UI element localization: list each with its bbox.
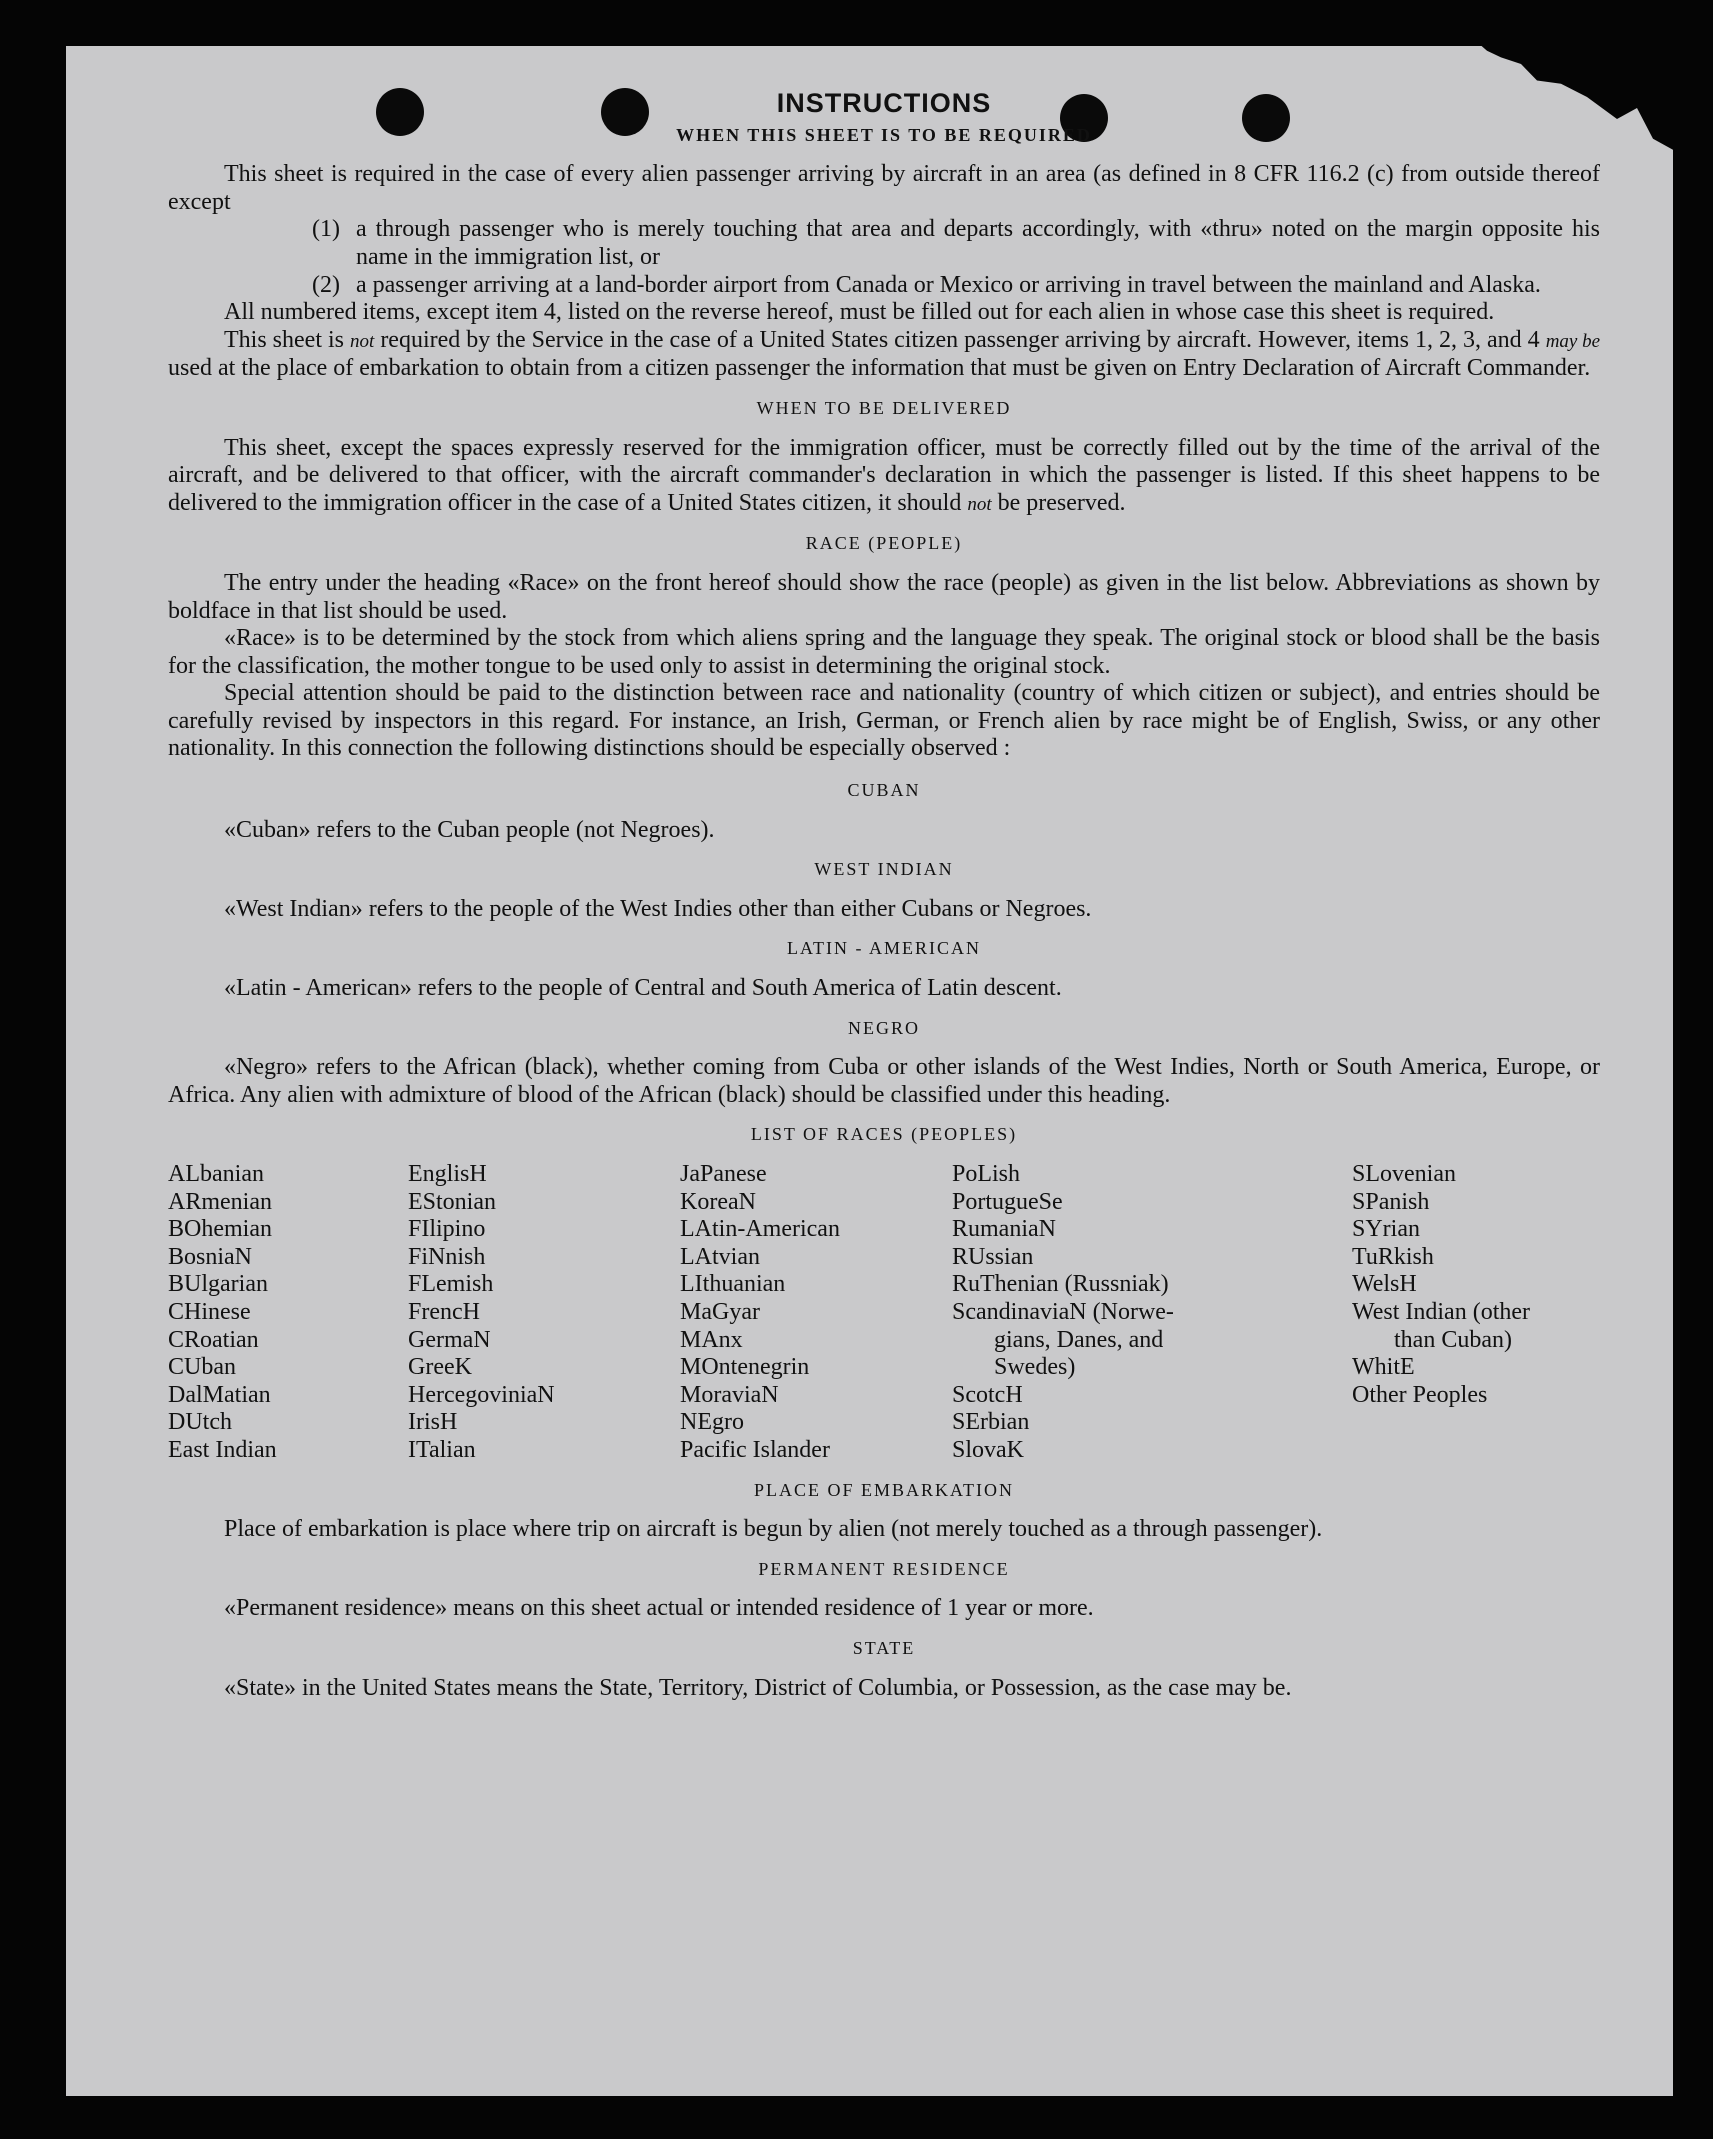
text-run: This sheet, except the spaces expressly reserved for the immigration officer, must be correctly filled out by the time of the arrival of the aircraft, and be delivered to that officer, with the aircraft commander's declaration in which the passenger is listed. If this sheet happens to be delivered to the immigration officer in the case of a United States citizen, it should <box>168 434 1600 516</box>
race-entry: WelsH <box>1352 1271 1417 1298</box>
page-title: INSTRUCTIONS <box>776 88 992 118</box>
item-text: a passenger arriving at a land-border airport from Canada or Mexico or arriving in travel between the mainland and Alaska. <box>356 271 1541 298</box>
italic-text: may be <box>1545 330 1601 352</box>
paragraph <box>168 327 1600 383</box>
race-entry: WhitE <box>1352 1354 1415 1381</box>
section-heading: WHEN TO BE DELIVERED <box>756 397 1012 418</box>
race-entry: NEgro <box>680 1409 744 1436</box>
race-entry: MoraviaN <box>680 1381 779 1408</box>
paragraph <box>168 435 1600 519</box>
race-entry: LAtvian <box>680 1243 760 1270</box>
race-entry: than Cuban) <box>1394 1326 1512 1353</box>
section-heading: RACE (PEOPLE) <box>805 533 963 554</box>
paragraph: «Negro» refers to the African (black), whether coming from Cuba or other islands of the West Indies, North or South America, Europe, or Africa. Any alien with admixture of blood of the African (black) should be classified under this heading. <box>168 1054 1600 1108</box>
race-entry: ScandinaviaN (Norwe- <box>952 1298 1174 1325</box>
paragraph: This sheet is required in the case of every alien passenger arriving by aircraft in an area (as defined in 8 CFR 116.2 (c) from outside thereof except <box>168 161 1600 215</box>
italic-text: not <box>350 330 375 352</box>
race-entry: ALbanian <box>168 1161 264 1187</box>
race-entry: ScotcH <box>952 1381 1023 1408</box>
race-entry: DUtch <box>168 1409 232 1436</box>
race-entry: PoLish <box>952 1161 1021 1187</box>
races-column <box>1352 1161 1600 1465</box>
item-number: (1) <box>312 216 340 243</box>
race-entry: CUban <box>168 1354 236 1381</box>
race-entry: ITalian <box>408 1436 476 1463</box>
item-text: a through passenger who is merely touching that area and departs accordingly, with «thru» noted on the margin opposite his name in the immigration list, or <box>356 216 1600 270</box>
paragraph: «West Indian» refers to the people of the West Indies other than either Cubans or Negroes. <box>224 895 1092 922</box>
italic-text: not <box>967 493 992 515</box>
race-entry: MAnx <box>680 1326 743 1353</box>
race-entry: SLovenian <box>1352 1161 1456 1187</box>
text-run: used at the place of embarkation to obtain from a citizen passenger the information that must be given on Entry Declaration of Aircraft Commander. <box>168 355 1591 382</box>
race-entry: CHinese <box>168 1298 251 1325</box>
race-entry: FrencH <box>408 1298 480 1325</box>
paragraph: Special attention should be paid to the distinction between race and nationality (country of which citizen or subject), and entries should be carefully revised by inspectors in this regard. For instance, an Irish, German, or French alien by race might be of English, Swiss, or any other nationality. In this connection the following distinctions should be especially observed : <box>168 680 1600 762</box>
paragraph: «Race» is to be determined by the stock from which aliens spring and the language they speak. The original stock or blood shall be the basis for the classification, the mother tongue to be used only to assist in determining the original stock. <box>168 625 1600 679</box>
race-entry: KoreaN <box>680 1188 756 1215</box>
paragraph: «Cuban» refers to the Cuban people (not Negroes). <box>224 816 715 843</box>
race-entry: BUlgarian <box>168 1271 268 1298</box>
race-entry: ARmenian <box>168 1188 272 1215</box>
race-entry: LAtin-American <box>680 1216 840 1243</box>
race-entry: East Indian <box>168 1436 277 1463</box>
section-heading: STATE <box>852 1637 916 1658</box>
race-entry: PortugueSe <box>952 1188 1063 1215</box>
section-heading: WHEN THIS SHEET IS TO BE REQUIRED <box>676 124 1092 145</box>
paragraph: Place of embarkation is place where trip on aircraft is begun by alien (not merely touched as a through passenger). <box>224 1516 1323 1543</box>
race-entry: SErbian <box>952 1409 1030 1436</box>
section-heading: WEST INDIAN <box>814 859 954 880</box>
text-run: required by the Service in the case of a United States citizen passenger arriving by aircraft. However, items 1, 2, 3, and 4 <box>380 326 1540 353</box>
races-column <box>168 1161 408 1465</box>
race-entry: GreeK <box>408 1354 472 1381</box>
race-entry: Pacific Islander <box>680 1436 830 1463</box>
list-item <box>312 272 1600 300</box>
race-entry: SPanish <box>1352 1188 1430 1215</box>
section-heading: NEGRO <box>848 1017 920 1038</box>
race-entry: MaGyar <box>680 1298 760 1325</box>
race-entry: HercegoviniaN <box>408 1381 555 1408</box>
races-column <box>952 1161 1352 1465</box>
text-run: This sheet is <box>224 326 344 353</box>
race-entry: TuRkish <box>1352 1243 1434 1270</box>
race-entry: GermaN <box>408 1326 491 1353</box>
race-entry: EStonian <box>408 1188 496 1215</box>
document-body <box>168 90 1600 1702</box>
list-item <box>312 216 1600 271</box>
section-heading: PLACE OF EMBARKATION <box>753 1479 1015 1500</box>
race-entry: Other Peoples <box>1352 1381 1488 1408</box>
section-heading: LATIN - AMERICAN <box>787 938 981 959</box>
race-entry: RuThenian (Russniak) <box>952 1271 1169 1298</box>
document-sheet <box>66 46 1673 2096</box>
race-entry: gians, Danes, and <box>994 1326 1164 1353</box>
race-entry: CRoatian <box>168 1326 259 1353</box>
race-entry: JaPanese <box>680 1161 767 1187</box>
race-entry: SlovaK <box>952 1436 1024 1463</box>
paragraph: «State» in the United States means the State, Territory, District of Columbia, or Possession, as the case may be. <box>224 1674 1292 1701</box>
paragraph: «Permanent residence» means on this sheet actual or intended residence of 1 year or more. <box>224 1595 1094 1622</box>
race-entry: LIthuanian <box>680 1271 786 1298</box>
race-entry: BosniaN <box>168 1243 252 1270</box>
race-entry: FIlipino <box>408 1216 486 1243</box>
text-run: be preserved. <box>997 489 1126 516</box>
races-column <box>680 1161 952 1465</box>
section-heading: LIST OF RACES (PEOPLES) <box>750 1124 1018 1145</box>
race-entry: Swedes) <box>994 1354 1076 1381</box>
race-entry: FLemish <box>408 1271 494 1298</box>
race-entry: West Indian (other <box>1352 1298 1531 1325</box>
paragraph: The entry under the heading «Race» on the front hereof should show the race (people) as given in the list below. Abbreviations as shown by boldface in that list should be used. <box>168 569 1600 624</box>
race-entry: BOhemian <box>168 1216 272 1243</box>
races-column <box>408 1161 680 1465</box>
race-entry: FiNnish <box>408 1243 486 1270</box>
race-entry: IrisH <box>408 1409 458 1436</box>
paragraph: All numbered items, except item 4, listed on the reverse hereof, must be filled out for each alien in whose case this sheet is required. <box>224 299 1495 326</box>
race-entry: RUssian <box>952 1243 1034 1270</box>
race-entry: EnglisH <box>408 1161 487 1187</box>
item-number: (2) <box>312 271 340 298</box>
paragraph: «Latin - American» refers to the people of Central and South America of Latin descent. <box>224 975 1062 1002</box>
section-heading: PERMANENT RESIDENCE <box>758 1558 1010 1579</box>
race-entry: RumaniaN <box>952 1216 1056 1243</box>
race-entry: DalMatian <box>168 1381 271 1408</box>
races-list <box>168 1161 1600 1465</box>
exception-list <box>312 216 1600 299</box>
section-heading: CUBAN <box>847 780 921 801</box>
race-entry: SYrian <box>1352 1216 1420 1243</box>
race-entry: MOntenegrin <box>680 1354 810 1381</box>
